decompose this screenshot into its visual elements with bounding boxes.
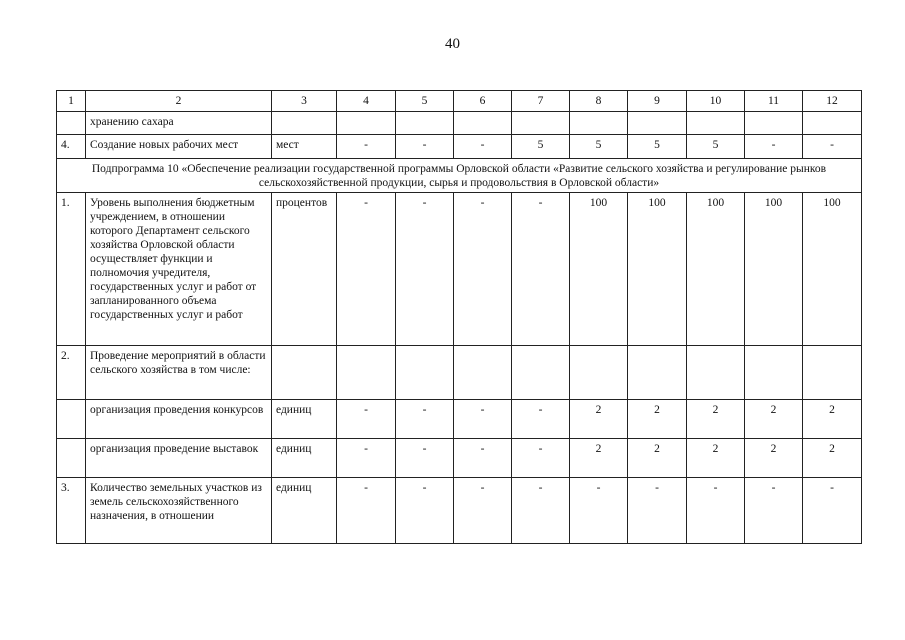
- unit-cell: единиц: [272, 478, 337, 544]
- header-cell: 8: [570, 91, 628, 112]
- subprogram-title: Подпрограмма 10 «Обеспечение реализации государственной программы Орловской области «Развитие сельского хозяйства и регулирование рынков сельскохозяйственной продукции, сырья и продовольствия в Орловской области»: [57, 159, 862, 193]
- unit-cell: [272, 346, 337, 400]
- row-number: 3.: [57, 478, 86, 544]
- header-row: [57, 91, 862, 112]
- value-cell: -: [512, 478, 570, 544]
- value-cell: [628, 112, 687, 135]
- value-cell: 100: [687, 193, 745, 346]
- unit-cell: процентов: [272, 193, 337, 346]
- value-cell: [628, 346, 687, 400]
- value-cell: 100: [628, 193, 687, 346]
- table-row: [57, 135, 862, 159]
- value-cell: [745, 112, 803, 135]
- header-cell: 2: [86, 91, 272, 112]
- value-cell: 100: [745, 193, 803, 346]
- table-row: [57, 439, 862, 478]
- value-cell: -: [512, 439, 570, 478]
- indicator-name: Проведение мероприятий в области сельского хозяйства в том числе:: [86, 346, 272, 400]
- value-cell: -: [337, 439, 396, 478]
- value-cell: [337, 112, 396, 135]
- header-cell: 10: [687, 91, 745, 112]
- value-cell: -: [454, 193, 512, 346]
- value-cell: -: [454, 400, 512, 439]
- unit-cell: единиц: [272, 400, 337, 439]
- value-cell: 2: [687, 439, 745, 478]
- row-number: 1.: [57, 193, 86, 346]
- value-cell: -: [570, 478, 628, 544]
- indicator-name: организация проведения конкурсов: [86, 400, 272, 439]
- header-cell: 11: [745, 91, 803, 112]
- header-cell: 6: [454, 91, 512, 112]
- value-cell: 2: [628, 400, 687, 439]
- value-cell: 2: [745, 439, 803, 478]
- value-cell: -: [745, 478, 803, 544]
- value-cell: -: [337, 135, 396, 159]
- row-number: 4.: [57, 135, 86, 159]
- value-cell: [454, 346, 512, 400]
- unit-cell: единиц: [272, 439, 337, 478]
- value-cell: 100: [803, 193, 862, 346]
- header-cell: 12: [803, 91, 862, 112]
- header-cell: 3: [272, 91, 337, 112]
- value-cell: 2: [570, 439, 628, 478]
- value-cell: -: [512, 193, 570, 346]
- value-cell: -: [454, 478, 512, 544]
- page-number: 40: [445, 36, 460, 52]
- value-cell: -: [454, 135, 512, 159]
- header-cell: 9: [628, 91, 687, 112]
- value-cell: -: [628, 478, 687, 544]
- value-cell: -: [454, 439, 512, 478]
- value-cell: -: [803, 478, 862, 544]
- value-cell: -: [337, 400, 396, 439]
- row-number: [57, 400, 86, 439]
- value-cell: 2: [803, 439, 862, 478]
- value-cell: 2: [628, 439, 687, 478]
- value-cell: -: [396, 478, 454, 544]
- value-cell: -: [512, 400, 570, 439]
- value-cell: 100: [570, 193, 628, 346]
- indicator-name: организация проведение выставок: [86, 439, 272, 478]
- table-row: [57, 193, 862, 346]
- value-cell: [803, 346, 862, 400]
- header-cell: 4: [337, 91, 396, 112]
- value-cell: [745, 346, 803, 400]
- value-cell: [570, 112, 628, 135]
- indicator-name: Создание новых рабочих мест: [86, 135, 272, 159]
- value-cell: 5: [512, 135, 570, 159]
- indicator-name: хранению сахара: [86, 112, 272, 135]
- value-cell: [803, 112, 862, 135]
- unit-cell: [272, 112, 337, 135]
- value-cell: 5: [628, 135, 687, 159]
- value-cell: [396, 346, 454, 400]
- row-number: [57, 112, 86, 135]
- value-cell: 5: [570, 135, 628, 159]
- value-cell: 2: [745, 400, 803, 439]
- table-row: [57, 478, 862, 544]
- header-cell: 5: [396, 91, 454, 112]
- table-row: [57, 346, 862, 400]
- row-number: [57, 439, 86, 478]
- value-cell: [512, 112, 570, 135]
- value-cell: [687, 346, 745, 400]
- value-cell: -: [745, 135, 803, 159]
- table-row: [57, 112, 862, 135]
- value-cell: -: [396, 135, 454, 159]
- subprogram-row: [57, 159, 862, 193]
- value-cell: 2: [803, 400, 862, 439]
- indicator-name: Уровень выполнения бюджетным учреждением, в отношении которого Департамент сельского хозяйства Орловской области осуществляет функции и полномочия учредителя, государственных услуг и работ от запланированного объема государственных услуг и работ: [86, 193, 272, 346]
- value-cell: [570, 346, 628, 400]
- value-cell: 2: [687, 400, 745, 439]
- row-number: 2.: [57, 346, 86, 400]
- header-cell: 1: [57, 91, 86, 112]
- indicator-name: Количество земельных участков из земель сельскохозяйственного назначения, в отношении: [86, 478, 272, 544]
- value-cell: -: [337, 193, 396, 346]
- value-cell: -: [396, 193, 454, 346]
- value-cell: [337, 346, 396, 400]
- value-cell: [512, 346, 570, 400]
- value-cell: 2: [570, 400, 628, 439]
- value-cell: -: [396, 439, 454, 478]
- table-row: [57, 400, 862, 439]
- value-cell: -: [337, 478, 396, 544]
- unit-cell: мест: [272, 135, 337, 159]
- value-cell: -: [803, 135, 862, 159]
- value-cell: [454, 112, 512, 135]
- value-cell: [396, 112, 454, 135]
- header-cell: 7: [512, 91, 570, 112]
- value-cell: [687, 112, 745, 135]
- value-cell: -: [687, 478, 745, 544]
- value-cell: -: [396, 400, 454, 439]
- indicators-table: [56, 90, 862, 544]
- value-cell: 5: [687, 135, 745, 159]
